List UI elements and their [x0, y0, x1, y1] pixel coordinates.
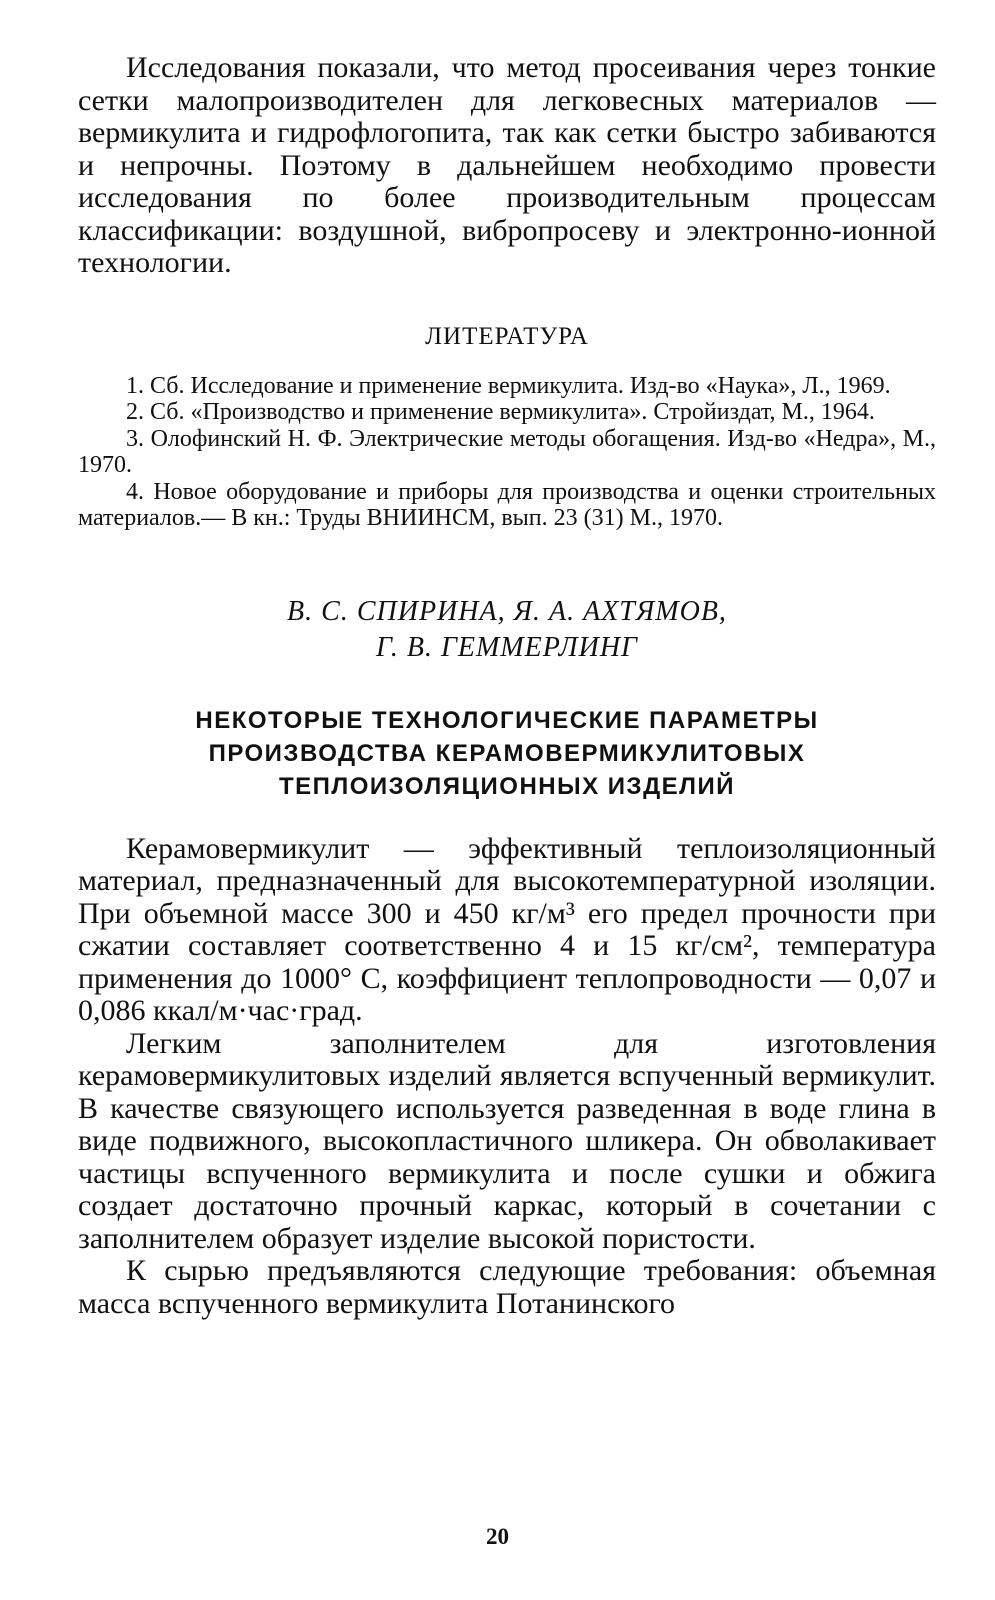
- page-number: 20: [486, 1524, 509, 1549]
- literature-heading: ЛИТЕРАТУРА: [425, 322, 589, 350]
- reference-list: [78, 373, 936, 532]
- intro-paragraph: Исследования показали, что метод просеивания через тонкие сетки малопроизводителен для легковесных материалов — вермикулита и гидрофлогопита, так как сетки быстро забиваются и непрочны. Поэтому в дальнейшем необходимо провести исследования по более производительным процессам классификации: воздушной, вибропросеву и электронно-ионной технологии.: [78, 51, 936, 279]
- authors-line: Г. В. ГЕММЕРЛИНГ: [376, 631, 638, 663]
- title-line: ТЕПЛОИЗОЛЯЦИОННЫХ ИЗДЕЛИЙ: [278, 772, 736, 800]
- reference-item: 2. Сб. «Производство и применение вермикулита». Стройиздат, М., 1964.: [126, 399, 875, 425]
- body-paragraph: Легким заполнителем для изготовления керамовермикулитовых изделий является вспученный вермикулит. В качестве связующего используется разведенная в воде глина в виде подвижного, высокопластичного шликера. Он обволакивает частицы вспученного вермикулита и после сушки и обжига создает достаточно прочный каркас, который в сочетании с заполнителем образует изделие высокой пористости.: [78, 1026, 936, 1255]
- article-body: [78, 833, 936, 1321]
- title-line: НЕКОТОРЫЕ ТЕХНОЛОГИЧЕСКИЕ ПАРАМЕТРЫ: [195, 706, 819, 734]
- page-content: [78, 52, 936, 1320]
- body-paragraph: Керамовермикулит — эффективный теплоизоляционный материал, предназначенный для высокотемпературной изоляции. При объемной массе 300 и 450 кг/м³ его предел прочности при сжатии составляет соответственно 4 и 15 кг/см², температура применения до 1000° С, коэффициент теплопроводности — 0,07 и 0,086 ккал/м·час·град.: [78, 831, 936, 1027]
- article-authors: [78, 594, 936, 666]
- reference-item: 4. Новое оборудование и приборы для производства и оценки строительных материалов.— В кн.: Труды ВНИИНСМ, вып. 23 (31) М., 1970.: [78, 478, 936, 531]
- title-line: ПРОИЗВОДСТВА КЕРАМОВЕРМИКУЛИТОВЫХ: [208, 739, 806, 767]
- article-title: [78, 704, 936, 803]
- reference-item: 3. Олофинский Н. Ф. Электрические методы обогащения. Изд-во «Недра», М., 1970.: [78, 425, 936, 478]
- authors-line: В. С. СПИРИНА, Я. А. АХТЯМОВ,: [287, 595, 727, 627]
- body-paragraph: К сырью предъявляются следующие требования: объемная масса вспученного вермикулита Потанинского: [78, 1254, 936, 1320]
- reference-item: 1. Сб. Исследование и применение вермикулита. Изд-во «Наука», Л., 1969.: [126, 372, 891, 399]
